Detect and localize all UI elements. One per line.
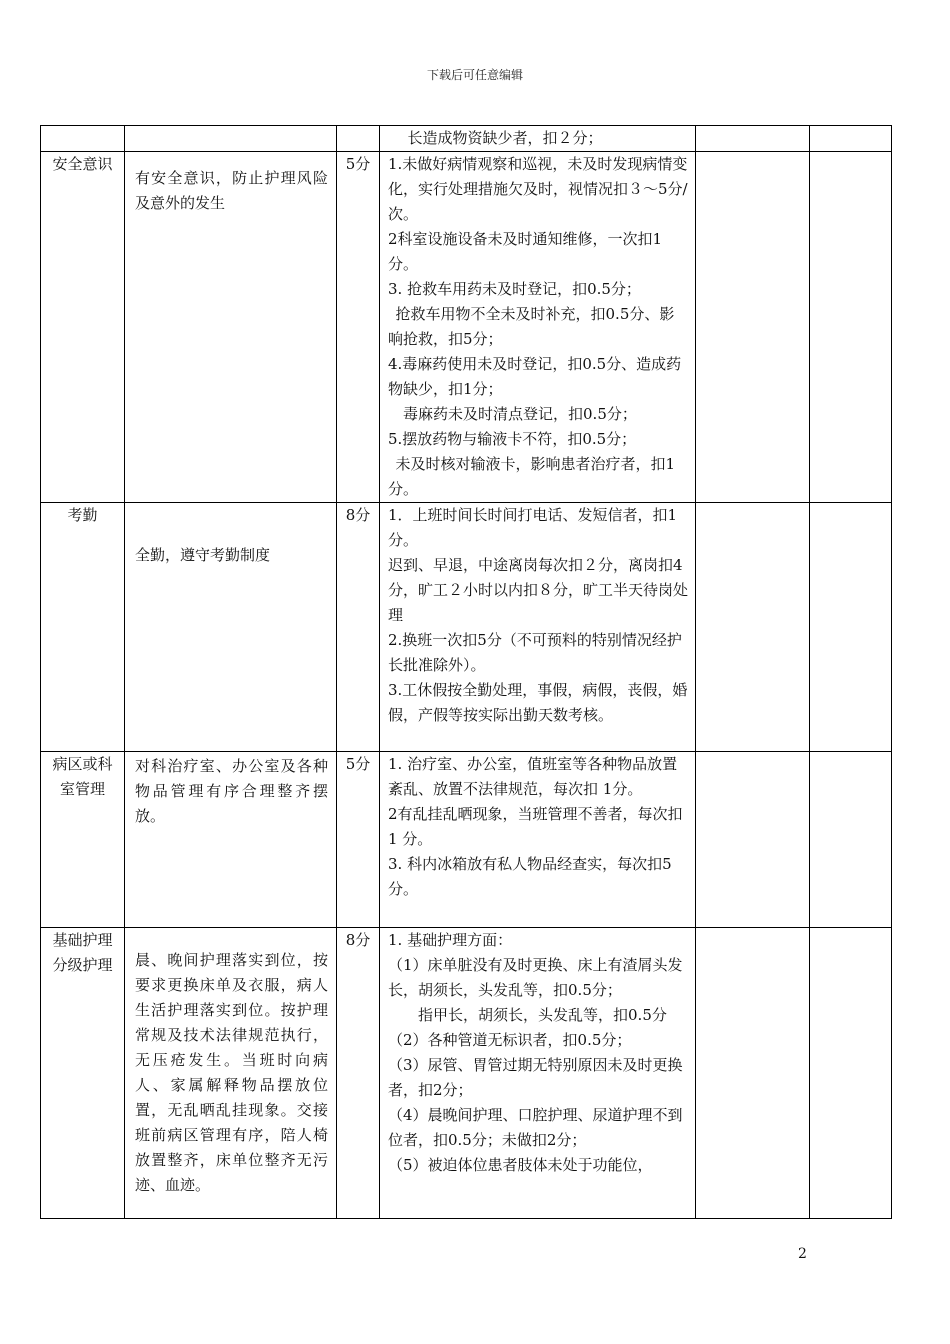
score-cell: [696, 126, 810, 152]
deduction-line: 毒麻药未及时清点登记，扣0.5分；: [403, 405, 637, 423]
score-cell: [696, 503, 810, 752]
deduction-line: （3）尿管、胃管过期无特别原因未及时更换者，扣2分；: [388, 1056, 683, 1099]
deduction-line: （1）床单脏没有及时更换、床上有渣屑头发长，胡须长，头发乱等，扣0.5分；: [388, 956, 683, 999]
remark-cell: [810, 152, 892, 503]
score-cell: [696, 928, 810, 1219]
deduction-line: 迟到、早退，中途离岗每次扣２分，离岗扣4分，旷工２小时以内扣８分，旷工半天待岗处理: [388, 556, 689, 624]
standard-cell: 对科治疗室、办公室及各种物品管理有序合理整齐摆放。: [125, 752, 337, 928]
category-cell: 基础护理分级护理: [41, 928, 125, 1219]
deduction-line: （2）各种管道无标识者，扣0.5分；: [388, 1031, 632, 1049]
deduction-line: 3.工休假按全勤处理，事假，病假，丧假，婚假，产假等按实际出勤天数考核。: [388, 681, 688, 724]
category-cell: [41, 126, 125, 152]
standard-cell: 全勤，遵守考勤制度: [125, 503, 337, 752]
points-cell: 5分: [337, 152, 380, 503]
deductions-cell: [380, 126, 696, 152]
deduction-line: 3. 科内冰箱放有私人物品经查实，每次扣5 分。: [388, 855, 672, 898]
table-row: [41, 126, 892, 152]
deductions-cell: [380, 752, 696, 928]
deductions-cell: [380, 503, 696, 752]
table-row: [41, 752, 892, 928]
deduction-line: 抢救车用物不全未及时补充，扣0.5分、影响抢救，扣5分；: [388, 305, 675, 348]
page-number: 2: [798, 1246, 807, 1262]
deduction-line: 2科室设施设备未及时通知维修，一次扣1分。: [388, 230, 663, 273]
evaluation-table: [40, 125, 892, 1219]
deduction-line: 1. 基础护理方面：: [388, 931, 513, 949]
table-row: [41, 928, 892, 1219]
deduction-line: 2有乱挂乱晒现象，当班管理不善者，每次扣 1 分。: [388, 805, 683, 848]
standard-cell: [125, 126, 337, 152]
deduction-line: 长造成物资缺少者，扣２分；: [407, 129, 603, 147]
remark-cell: [810, 126, 892, 152]
points-cell: [337, 126, 380, 152]
deduction-line: 4.毒麻药使用未及时登记，扣0.5分、造成药物缺少，扣1分；: [388, 355, 682, 398]
standard-cell: 有安全意识，防止护理风险及意外的发生: [125, 152, 337, 503]
page-header: 下载后可任意编辑: [426, 68, 523, 82]
deduction-line: 1．上班时间长时间打电话、发短信者，扣1分。: [388, 506, 678, 549]
category-cell: 考勤: [41, 503, 125, 752]
score-cell: [696, 152, 810, 503]
deduction-line: 5.摆放药物与输液卡不符，扣0.5分；: [388, 430, 637, 448]
score-cell: [696, 752, 810, 928]
points-cell: 8分: [337, 928, 380, 1219]
deduction-line: 1.未做好病情观察和巡视，未及时发现病情变化，实行处理措施欠及时，视情况扣３～5分/次。: [388, 155, 688, 223]
points-cell: 8分: [337, 503, 380, 752]
table-row: [41, 152, 892, 503]
deduction-line: （5）被迫体位患者肢体未处于功能位，: [388, 1156, 653, 1174]
deductions-cell: [380, 152, 696, 503]
deduction-line: 1. 治疗室、办公室，值班室等各种物品放置紊乱、放置不法律规范，每次扣 1分。: [388, 755, 678, 798]
deductions-cell: [380, 928, 696, 1219]
deduction-line: 2.换班一次扣5分（不可预料的特别情况经护长批准除外）。: [388, 631, 682, 674]
deduction-line: 3. 抢救车用药未及时登记，扣0.5分；: [388, 280, 641, 298]
standard-cell: 晨、晚间护理落实到位，按要求更换床单及衣服，病人生活护理落实到位。按护理常规及技术法律规范执行，无压疮发生。当班时向病人、家属解释物品摆放位置，无乱晒乱挂现象。交接班前病区管理有序，陪人椅放置整齐，床单位整齐无污迹、血迹。: [125, 928, 337, 1219]
deduction-line: （4）晨晚间护理、口腔护理、尿道护理不到位者，扣0.5分；未做扣2分；: [388, 1106, 683, 1149]
deduction-line: 指甲长，胡须长，头发乱等，扣0.5分: [418, 1006, 667, 1024]
category-cell: 安全意识: [41, 152, 125, 503]
table-row: [41, 503, 892, 752]
remark-cell: [810, 752, 892, 928]
remark-cell: [810, 928, 892, 1219]
category-cell: 病区或科室管理: [41, 752, 125, 928]
deduction-line: 未及时核对输液卡，影响患者治疗者，扣1分。: [388, 455, 676, 498]
points-cell: 5分: [337, 752, 380, 928]
remark-cell: [810, 503, 892, 752]
